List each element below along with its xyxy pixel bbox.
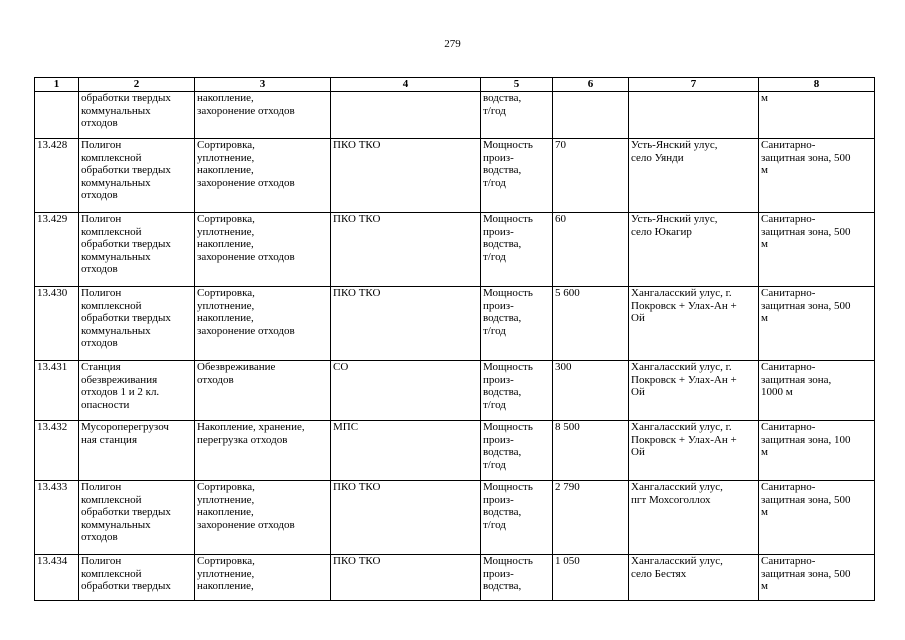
cell-text: 13.433 [37, 481, 68, 493]
table-row [35, 139, 875, 213]
column-header-5: 5 [481, 78, 553, 92]
table-cell-col-6 [553, 287, 629, 361]
table-cell-col-1 [35, 421, 79, 481]
cell-text: Санитарно- защитная зона, 500 м [761, 555, 851, 592]
cell-text: Станция обезвреживания отходов 1 и 2 кл. опасности [81, 361, 160, 411]
table-cell-col-6 [553, 213, 629, 287]
column-header-8: 8 [759, 78, 875, 92]
cell-text: 60 [555, 213, 566, 225]
cell-text: Полигон комплексной обработки твердых коммунальных отходов [81, 139, 171, 201]
cell-text: Мощность произ- водства, [483, 555, 533, 592]
cell-text: Хангаласский улус, пгт Мохсоголлох [631, 481, 723, 506]
cell-text: Сортировка, уплотнение, накопление, захоронение отходов [197, 213, 295, 263]
table-cell-col-3 [195, 361, 331, 421]
table-cell-col-7 [629, 361, 759, 421]
table-cell-col-5 [481, 213, 553, 287]
table-cell-col-4 [331, 92, 481, 139]
cell-text: 5 600 [555, 287, 580, 299]
table-cell-col-8 [759, 481, 875, 555]
cell-text: 2 790 [555, 481, 580, 493]
table-cell-col-6 [553, 421, 629, 481]
table-cell-col-5 [481, 421, 553, 481]
cell-text: 70 [555, 139, 566, 151]
cell-text: Санитарно- защитная зона, 100 м [761, 421, 851, 458]
document-table [34, 77, 875, 601]
table-cell-col-3 [195, 139, 331, 213]
cell-text: Усть-Янский улус, село Юкагир [631, 213, 718, 238]
table-cell-col-7 [629, 287, 759, 361]
table-cell-col-2 [79, 481, 195, 555]
table-row [35, 555, 875, 601]
cell-text: Сортировка, уплотнение, накопление, захоронение отходов [197, 481, 295, 531]
table-cell-col-4 [331, 361, 481, 421]
table-cell-col-6 [553, 139, 629, 213]
table-cell-col-1 [35, 481, 79, 555]
cell-text: Усть-Янский улус, село Уянди [631, 139, 718, 164]
table-cell-col-7 [629, 213, 759, 287]
cell-text: Санитарно- защитная зона, 500 м [761, 481, 851, 518]
table-row [35, 421, 875, 481]
table-cell-col-2 [79, 421, 195, 481]
cell-text: Мощность произ- водства, т/год [483, 287, 533, 337]
cell-text: Полигон комплексной обработки твердых коммунальных отходов [81, 481, 171, 543]
table-cell-col-2 [79, 287, 195, 361]
table-cell-col-2 [79, 555, 195, 601]
table-cell-col-5 [481, 92, 553, 139]
cell-text: СО [333, 361, 349, 373]
table-row [35, 287, 875, 361]
cell-text: водства, т/год [483, 92, 522, 117]
column-header-7: 7 [629, 78, 759, 92]
column-header-6: 6 [553, 78, 629, 92]
table-row [35, 481, 875, 555]
table-cell-col-3 [195, 92, 331, 139]
column-header-3: 3 [195, 78, 331, 92]
table-cell-col-3 [195, 287, 331, 361]
table-cell-col-1 [35, 213, 79, 287]
cell-text: Накопление, хранение, перегрузка отходов [197, 421, 305, 446]
table-cell-col-7 [629, 481, 759, 555]
cell-text: 13.429 [37, 213, 68, 225]
column-header-2: 2 [79, 78, 195, 92]
table-cell-col-8 [759, 287, 875, 361]
table-cell-col-2 [79, 213, 195, 287]
table-cell-col-2 [79, 139, 195, 213]
cell-text: 13.431 [37, 361, 68, 373]
cell-text: 13.428 [37, 139, 68, 151]
cell-text: Санитарно- защитная зона, 500 м [761, 287, 851, 324]
cell-text: 13.432 [37, 421, 68, 433]
cell-text: Обезвреживание отходов [197, 361, 276, 386]
cell-text: Хангаласский улус, г. Покровск + Улах-Ан + Ой [631, 361, 737, 398]
table-row [35, 361, 875, 421]
cell-text: Мощность произ- водства, т/год [483, 213, 533, 263]
cell-text: Мощность произ- водства, т/год [483, 139, 533, 189]
cell-text: 300 [555, 361, 572, 373]
cell-text: 1 050 [555, 555, 580, 567]
table-cell-col-4 [331, 139, 481, 213]
cell-text: 8 500 [555, 421, 580, 433]
table-cell-col-5 [481, 481, 553, 555]
table-cell-col-5 [481, 139, 553, 213]
table-cell-col-5 [481, 361, 553, 421]
cell-text: Сортировка, уплотнение, накопление, захоронение отходов [197, 139, 295, 189]
cell-text: 13.434 [37, 555, 68, 567]
table-cell-col-7 [629, 555, 759, 601]
table-cell-col-2 [79, 92, 195, 139]
cell-text: Сортировка, уплотнение, накопление, [197, 555, 255, 592]
cell-text: Мощность произ- водства, т/год [483, 421, 533, 471]
cell-text: Мусороперегрузоч ная станция [81, 421, 169, 446]
table-cell-col-8 [759, 361, 875, 421]
table-cell-col-8 [759, 421, 875, 481]
table-cell-col-6 [553, 481, 629, 555]
cell-text: Полигон комплексной обработки твердых коммунальных отходов [81, 287, 171, 349]
table-cell-col-8 [759, 139, 875, 213]
cell-text: ПКО ТКО [333, 555, 381, 567]
cell-text: Санитарно- защитная зона, 500 м [761, 139, 851, 176]
table-cell-col-8 [759, 92, 875, 139]
page-number: 279 [444, 38, 461, 50]
table-cell-col-5 [481, 555, 553, 601]
table-cell-col-5 [481, 287, 553, 361]
table-cell-col-1 [35, 139, 79, 213]
table-cell-col-1 [35, 287, 79, 361]
cell-text: Санитарно- защитная зона, 1000 м [761, 361, 832, 398]
table-cell-col-8 [759, 213, 875, 287]
table-cell-col-7 [629, 92, 759, 139]
table-row [35, 213, 875, 287]
table-body [35, 92, 875, 601]
cell-text: Хангаласский улус, г. Покровск + Улах-Ан + Ой [631, 421, 737, 458]
table-cell-col-4 [331, 421, 481, 481]
cell-text: ПКО ТКО [333, 287, 381, 299]
table-cell-col-7 [629, 139, 759, 213]
table-cell-col-7 [629, 421, 759, 481]
cell-text: Хангаласский улус, г. Покровск + Улах-Ан + Ой [631, 287, 737, 324]
table-row [35, 92, 875, 139]
column-header-1: 1 [35, 78, 79, 92]
table-cell-col-3 [195, 421, 331, 481]
table-cell-col-4 [331, 287, 481, 361]
cell-text: 13.430 [37, 287, 68, 299]
cell-text: Мощность произ- водства, т/год [483, 481, 533, 531]
cell-text: ПКО ТКО [333, 213, 381, 225]
cell-text: Сортировка, уплотнение, накопление, захоронение отходов [197, 287, 295, 337]
cell-text: обработки твердых коммунальных отходов [81, 92, 171, 129]
table-cell-col-1 [35, 361, 79, 421]
cell-text: Хангаласский улус, село Бестях [631, 555, 723, 580]
table-cell-col-2 [79, 361, 195, 421]
cell-text: ПКО ТКО [333, 139, 381, 151]
table-cell-col-3 [195, 481, 331, 555]
table-cell-col-3 [195, 555, 331, 601]
table-cell-col-3 [195, 213, 331, 287]
column-header-4: 4 [331, 78, 481, 92]
table-cell-col-1 [35, 92, 79, 139]
table-cell-col-4 [331, 213, 481, 287]
table-cell-col-8 [759, 555, 875, 601]
cell-text: Полигон комплексной обработки твердых [81, 555, 171, 592]
cell-text: м [761, 92, 768, 104]
table-cell-col-6 [553, 92, 629, 139]
table-cell-col-6 [553, 555, 629, 601]
table-cell-col-1 [35, 555, 79, 601]
table-cell-col-6 [553, 361, 629, 421]
cell-text: накопление, захоронение отходов [197, 92, 295, 117]
cell-text: Санитарно- защитная зона, 500 м [761, 213, 851, 250]
cell-text: МПС [333, 421, 359, 433]
cell-text: Полигон комплексной обработки твердых коммунальных отходов [81, 213, 171, 275]
table-header-row [35, 78, 875, 92]
cell-text: Мощность произ- водства, т/год [483, 361, 533, 411]
table-cell-col-4 [331, 481, 481, 555]
cell-text: ПКО ТКО [333, 481, 381, 493]
table-cell-col-4 [331, 555, 481, 601]
